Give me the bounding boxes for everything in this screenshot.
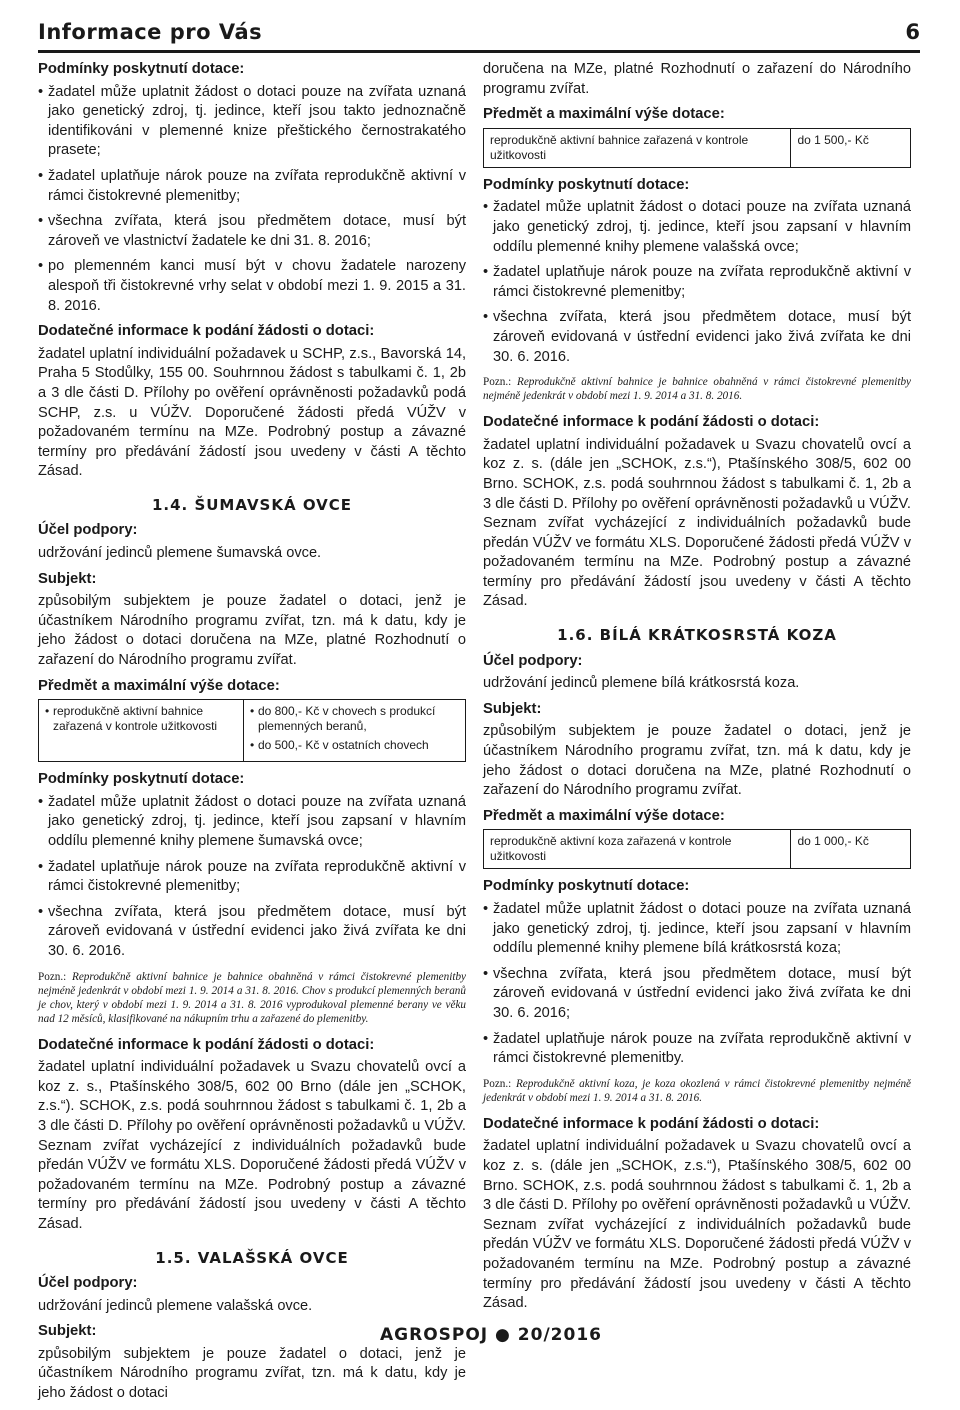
conditions-heading: Podmínky poskytnutí dotace: [483, 878, 690, 895]
note-label: Pozn.: [483, 1077, 512, 1090]
list-item: • žadatel uplatňuje nárok pouze na zvířata reprodukčně aktivní v rámci čistokrevné plemenitby; [38, 858, 466, 897]
list-item: • všechna zvířata, která jsou předmětem dotace, musí být zároveň evidovaná v ústřední evidenci jako živá zvířata ke dni 30. 6. 2016. [38, 903, 466, 962]
paragraph: udržování jedinců plemene bílá krátkosrstá koza. [483, 675, 800, 692]
subsidy-table [483, 829, 911, 869]
footnote [483, 1077, 911, 1105]
purpose-heading: Účel podpory: [38, 1275, 138, 1292]
footnote [38, 970, 466, 1026]
table-item: reprodukčně aktivní bahnice zařazená v kontrole užitkovosti [484, 128, 791, 167]
list-item: • všechna zvířata, která jsou předmětem dotace, musí být zároveň evidovaná v ústřední evidenci jako živá zvířata ke dni 30. 6. 2016. [483, 308, 911, 367]
conditions-heading: Podmínky poskytnutí dotace: [483, 176, 690, 193]
table-cell [39, 700, 244, 762]
section-heading-1-6: 1.6. BÍLÁ KRÁTKOSRSTÁ KOZA [557, 626, 837, 645]
note-label: Pozn.: [38, 970, 67, 983]
paragraph: žadatel uplatní individuální požadavek u Svazu chovatelů ovcí a koz z. s. (dále jen „SCHOK, z.s.“), Ptašínského 308/5, 602 00 Brno. SCHOK, z.s. podá souhrnnou žádost s tabulkami č. 1, 2b a 3 dle části D. Přílohy po ověření oprávněnosti požadavků u VÚŽV. Seznam zvířat vycházející z individuálních požadavků bude předán VÚŽV ve formátu XLS. Doporučené žádosti předá VÚŽV v požadovaném termínu na MZe. Podrobný postup a závazné termíny pro předávání žádostí jsou uvedeny v části A těchto Zásad. [483, 1138, 911, 1312]
list-item: • žadatel může uplatnit žádost o dotaci pouze na zvířata uznaná jako genetický zdroj, tj. jedince, kteří jsou zapsaní v hlavním oddílu plemenné knihy plemene valašská ovce; [483, 198, 911, 257]
paragraph: způsobilým subjektem je pouze žadatel o dotaci, jenž je účastníkem Národního programu zvířat, tzn. má k datu, kdy je jeho žádost o dotaci doručena na MZe, platné Rozhodnutí o zařazení do Národního programu zvířat. [483, 723, 911, 799]
table-item: • reprodukčně aktivní bahnice zařazená v kontrole užitkovosti [45, 704, 237, 734]
subject-amount-heading: Předmět a maximální výše dotace: [38, 677, 280, 694]
list-item: • žadatel uplatňuje nárok pouze na zvířata reprodukčně aktivní v rámci čistokrevné plemenitby. [483, 1030, 911, 1069]
subsidy-table [38, 699, 466, 762]
list-item: • žadatel může uplatnit žádost o dotaci pouze na zvířata uznaná jako genetický zdroj, tj. jedince, kteří jsou zapsaní v hlavním oddílu plemenné knihy plemene šumavská ovce; [38, 793, 466, 852]
additional-info-heading: Dodatečné informace k podání žádosti o dotaci: [38, 323, 375, 340]
paragraph: doručena na MZe, platné Rozhodnutí o zařazení do Národního programu zvířat. [483, 61, 911, 97]
page-number: 6 [905, 20, 920, 44]
additional-info-heading: Dodatečné informace k podání žádosti o dotaci: [483, 414, 820, 431]
subsidy-table [483, 128, 911, 168]
section-heading-1-5: 1.5. VALAŠSKÁ OVCE [155, 1248, 349, 1267]
table-item: reprodukčně aktivní koza zařazená v kontrole užitkovosti [484, 830, 791, 869]
right-column [483, 60, 911, 1320]
conditions-list [483, 900, 911, 1069]
paragraph: způsobilým subjektem je pouze žadatel o dotaci, jenž je účastníkem Národního programu zvířat, tzn. má k datu, kdy je jeho žádost o dotaci doručena na MZe, platné Rozhodnutí o zařazení do Národního programu zvířat. [38, 593, 466, 669]
table-amount: do 1 500,- Kč [791, 128, 911, 167]
note-text: Reprodukčně aktivní bahnice je bahnice obahněná v rámci čistokrevné plemenitby nejméně jedenkrát v období mezi 1. 9. 2014 a 31. 8. 2016. [483, 376, 911, 403]
note-text: Reprodukčně aktivní koza, je koza okozlená v rámci čistokrevné plemenitby nejméně jedenkrát v období mezi 1. 9. 2014 a 31. 8. 2016. [483, 1077, 911, 1104]
paragraph: žadatel uplatní individuální požadavek u Svazu chovatelů ovcí a koz z. s., Ptašínského 308/5, 602 00 Brno (dále jen „SCHOK, z.s.“). SCHOK, z.s. podá souhrnnou žádost s tabulkami č. 1, 2b a 3 dle části D. Přílohy po ověření oprávněnosti požadavků u VÚŽV. Seznam zvířat vycházející z individuálních požadavků bude předán VÚŽV ve formátu XLS. Doporučené žádosti předá VÚŽV v požadovaném termínu na MZe. Podrobný postup a závazné termíny pro předávání žádostí jsou uvedeny v části A těchto Zásad. [38, 1059, 466, 1232]
note-text: Reprodukčně aktivní bahnice je bahnice obahněná v rámci čistokrevné plemenitby nejméně jedenkrát v období mezi 1. 9. 2014 a 31. 8. 2016. Chov s produkcí plemenných beranů je chov, který v období mezi 1. 9. 2014 a 31. 8. 2016 vyprodukoval plemenné berany ve věku nad 12 měsíců, klasifikované na nákupním trhu a zařazené do plemenitby. [38, 970, 466, 1025]
paragraph: způsobilým subjektem je pouze žadatel o dotaci, jenž je účastníkem Národního programu zvířat, tzn. má k datu, kdy je jeho žádost o dotaci [38, 1345, 466, 1402]
subject-amount-heading: Předmět a maximální výše dotace: [483, 807, 725, 824]
conditions-heading: Podmínky poskytnutí dotace: [38, 61, 245, 77]
additional-info-heading: Dodatečné informace k podání žádosti o dotaci: [38, 1036, 375, 1053]
conditions-list [38, 83, 466, 317]
paragraph: udržování jedinců plemene valašská ovce. [38, 1297, 313, 1314]
page-header [38, 20, 920, 53]
section-title: Informace pro Vás [38, 20, 263, 44]
conditions-list [483, 198, 911, 367]
subject-heading: Subjekt: [483, 700, 542, 717]
left-column [38, 60, 466, 1410]
table-amount: • do 500,- Kč v ostatních chovech [250, 738, 459, 753]
list-item: • všechna zvířata, která jsou předmětem dotace, musí být zároveň ve vlastnictví žadatele ke dni 31. 8. 2016; [38, 212, 466, 251]
list-item: • žadatel uplatňuje nárok pouze na zvířata reprodukčně aktivní v rámci čistokrevné plemenitby; [38, 167, 466, 206]
footer-publication: AGROSPOJ ● 20/2016 [380, 1325, 602, 1345]
section-heading-1-4: 1.4. ŠUMAVSKÁ OVCE [151, 495, 353, 514]
conditions-list [38, 793, 466, 962]
conditions-heading: Podmínky poskytnutí dotace: [38, 771, 245, 788]
purpose-heading: Účel podpory: [483, 652, 583, 669]
subject-heading: Subjekt: [38, 570, 97, 587]
list-item: • všechna zvířata, která jsou předmětem dotace, musí být zároveň evidovaná v ústřední evidenci jako živá zvířata ke dni 30. 6. 2016; [483, 965, 911, 1024]
table-amount: do 1 000,- Kč [791, 830, 911, 869]
list-item: • žadatel uplatňuje nárok pouze na zvířata reprodukčně aktivní v rámci čistokrevné plemenitby; [483, 263, 911, 302]
table-amount: • do 800,- Kč v chovech s produkcí plemenných beranů, [250, 704, 459, 734]
footnote [483, 375, 911, 403]
list-item: • žadatel může uplatnit žádost o dotaci pouze na zvířata uznaná jako genetický zdroj, tj. jedince, kteří jsou zapsaní v hlavním oddílu plemenné knihy plemene bílá krátkosrstá koza; [483, 900, 911, 959]
table-cell [243, 700, 465, 762]
note-label: Pozn.: [483, 376, 512, 389]
purpose-heading: Účel podpory: [38, 522, 138, 539]
additional-info-heading: Dodatečné informace k podání žádosti o dotaci: [483, 1115, 820, 1132]
list-item: • žadatel může uplatnit žádost o dotaci pouze na zvířata uznaná jako genetický zdroj, tj. jedince, kteří jsou takto jednoznačně identifikováni v plemenné knize přeštického černostrakatého prasete; [38, 83, 466, 161]
paragraph: udržování jedinců plemene šumavská ovce. [38, 545, 322, 562]
paragraph: žadatel uplatní individuální požadavek u SCHP, z.s., Bavorská 14, Praha 5 Stodůlky, 155 00. Souhrnnou žádost s tabulkami č. 1, 2b a 3 dle části D. Přílohy po ověření oprávněnosti požadavků podá SCHP, z.s. u VÚŽV. Doporučené žádosti předá VÚŽV v požadovaném termínu na MZe. Podrobný postup a závazné termíny pro předávání žádostí jsou uvedeny v části A těchto Zásad. [38, 345, 466, 480]
paragraph: žadatel uplatní individuální požadavek u Svazu chovatelů ovcí a koz z. s. (dále jen „SCHOK, z.s.“), Ptašínského 308/5, 602 00 Brno. SCHOK, z.s. podá souhrnnou žádost s tabulkami č. 1, 2b a 3 dle části D. Přílohy po ověření oprávněnosti požadavků u VÚŽV. Seznam zvířat vycházející z individuálních požadavků bude předán VÚŽV ve formátu XLS. Doporučené žádosti předá VÚŽV v požadovaném termínu na MZe. Podrobný postup a závazné termíny pro předávání žádostí jsou uvedeny v části A těchto Zásad. [483, 436, 911, 610]
list-item: • po plemenném kanci musí být v chovu žadatele narozeny alespoň tři čistokrevné vrhy selat v období mezi 1. 9. 2015 a 31. 8. 2016. [38, 257, 466, 316]
subject-amount-heading: Předmět a maximální výše dotace: [483, 106, 725, 123]
subject-heading: Subjekt: [38, 1323, 97, 1340]
